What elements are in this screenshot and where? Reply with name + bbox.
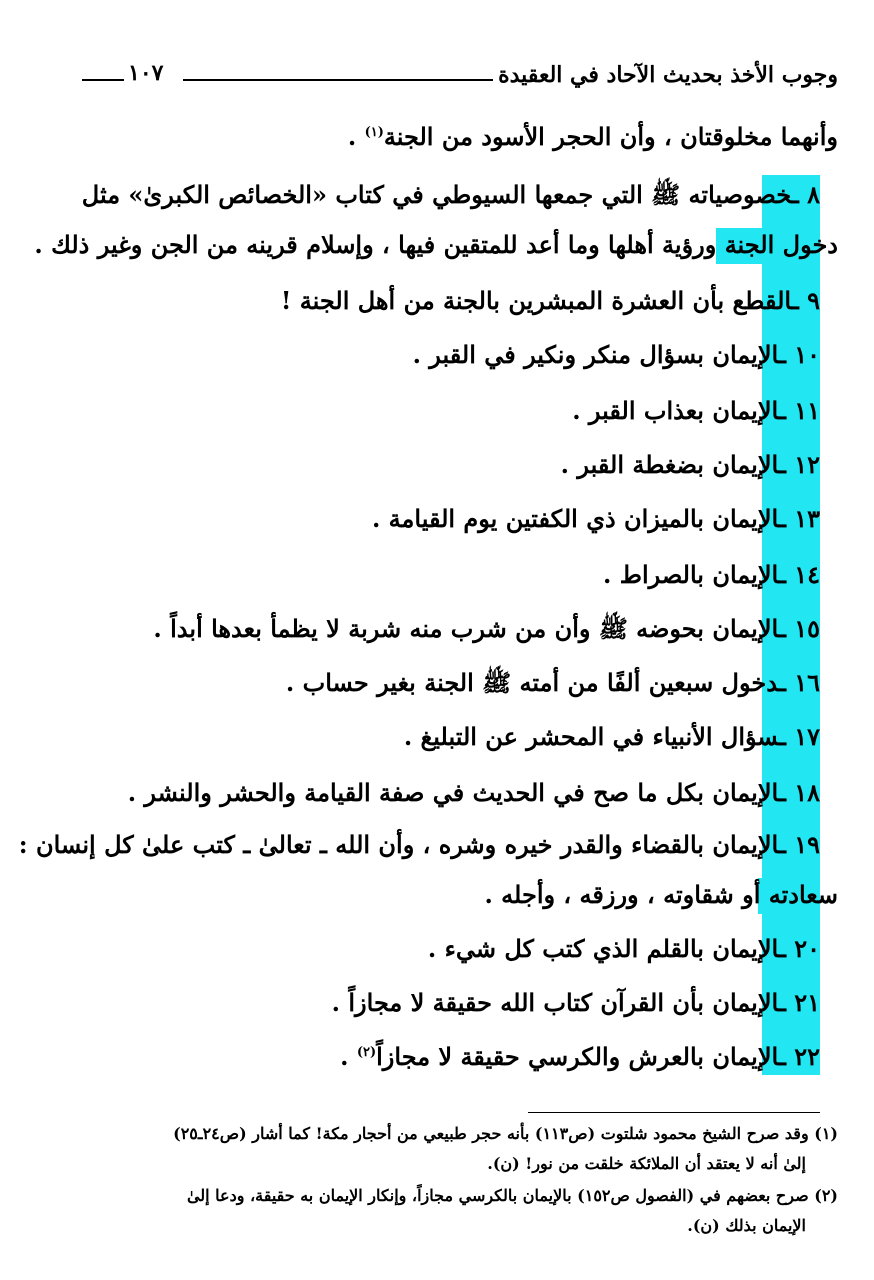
- header-rule-short: [82, 79, 124, 81]
- item-number: ١٦ ـ: [778, 668, 820, 697]
- item-number: ١٠ ـ: [778, 340, 820, 369]
- item-text: الإيمان بالقضاء والقدر خيره وشره ، وأن الله ـ تعالىٰ ـ كتب علىٰ كل إنسان :: [18, 830, 779, 859]
- list-item-8: [82, 180, 820, 215]
- item-text: الإيمان بكل ما صح في الحديث في صفة القيامة والحشر والنشر .: [127, 778, 779, 807]
- footnote-text: صرح بعضهم في (الفصول ص١٥٢) بالإيمان بالكرسي مجازاً، وإنكار الإيمان به حقيقة، ودعا إلىٰ: [186, 1186, 809, 1205]
- item-text: الإيمان بأن القرآن كتاب الله حقيقة لا مجازاً .: [331, 988, 779, 1017]
- list-item-12: [561, 450, 820, 479]
- item-number: ٢١ ـ: [778, 988, 820, 1017]
- intro-line: [348, 122, 838, 151]
- item-number: ٢٢ ـ: [778, 1042, 820, 1071]
- footnote-1-continuation: إلىٰ أنه لا يعتقد أن الملائكة خلقت من نور! (ن).: [487, 1154, 806, 1173]
- item-number: ١٣ ـ: [778, 504, 820, 533]
- item-number: ٨ ـ: [791, 180, 820, 209]
- item-number: ١٩ ـ: [778, 830, 820, 859]
- item-number: ٩ ـ: [791, 286, 820, 315]
- footnote-text: وقد صرح الشيخ محمود شلتوت (ص١١٣) بأنه حجر طبيعي من أحجار مكة! كما أشار (ص٢٤ـ٢٥): [173, 1124, 809, 1143]
- item-text: الإيمان بالميزان ذي الكفتين يوم القيامة .: [371, 504, 779, 533]
- footnote-2-continuation: الإيمان بذلك (ن).: [687, 1216, 806, 1235]
- list-item-22: [340, 1042, 820, 1071]
- item-text: القطع بأن العشرة المبشرين بالجنة من أهل الجنة !: [280, 286, 792, 315]
- item-end: .: [340, 1042, 357, 1071]
- running-header-title: وجوب الأخذ بحديث الآحاد في العقيدة: [498, 62, 838, 88]
- list-item-9: [281, 286, 820, 315]
- list-item-21: [332, 988, 820, 1017]
- footnote-label: (٢): [814, 1186, 838, 1205]
- footnote-ref-1: (١): [364, 125, 384, 140]
- list-item-14: [603, 560, 820, 589]
- item-number: ٢٠ ـ: [778, 934, 820, 963]
- header-rule-long: [183, 79, 493, 81]
- list-item-11: [572, 396, 820, 425]
- item-text: سؤال الأنبياء في المحشر عن التبليغ .: [403, 722, 779, 751]
- list-item-10: [413, 340, 820, 369]
- list-item-13: [372, 504, 820, 533]
- item-number: ١٨ ـ: [778, 778, 820, 807]
- list-item-19-continuation: سعادته أو شقاوته ، ورزقه ، وأجله .: [484, 880, 838, 909]
- intro-end: .: [347, 122, 365, 151]
- list-item-20: [428, 934, 820, 963]
- list-item-15: [153, 614, 820, 649]
- item-text: دخول سبعين ألفًا من أمته ﷺ الجنة بغير حساب .: [285, 668, 779, 697]
- item-text: الإيمان بسؤال منكر ونكير في القبر .: [412, 340, 779, 369]
- list-item-8-continuation: دخول الجنة ورؤية أهلها وما أعد للمتقين فيها ، وإسلام قرينه من الجن وغير ذلك .: [34, 230, 838, 259]
- item-text: الإيمان بالعرش والكرسي حقيقة لا مجازاً: [376, 1042, 779, 1071]
- list-item-18: [128, 778, 820, 807]
- item-text: خصوصياته ﷺ التي جمعها السيوطي في كتاب «الخصائص الكبرىٰ» مثل: [81, 180, 792, 209]
- item-number: ١٢ ـ: [778, 450, 820, 479]
- footnote-2: [187, 1186, 838, 1205]
- list-item-19: [19, 830, 820, 859]
- item-number: ١١ ـ: [778, 396, 820, 425]
- footnote-label: (١): [814, 1124, 838, 1143]
- list-item-17: [404, 722, 820, 751]
- intro-text: وأنهما مخلوقتان ، وأن الحجر الأسود من الجنة: [383, 122, 838, 151]
- page-number: ١٠٧: [128, 60, 164, 86]
- item-text: الإيمان بعذاب القبر .: [572, 396, 779, 425]
- item-number: ١٧ ـ: [778, 722, 820, 751]
- item-number: ١٥ ـ: [778, 614, 820, 643]
- item-text: الإيمان بضغطة القبر .: [560, 450, 779, 479]
- footnote-1: [173, 1124, 838, 1143]
- item-text: الإيمان بحوضه ﷺ وأن من شرب منه شربة لا يظمأ بعدها أبداً .: [153, 614, 779, 643]
- list-item-16: [286, 668, 820, 703]
- item-text: الإيمان بالقلم الذي كتب كل شيء .: [427, 934, 779, 963]
- item-number: ١٤ ـ: [778, 560, 820, 589]
- footnote-ref-2: (٢): [356, 1045, 377, 1060]
- footnote-separator: [528, 1112, 820, 1113]
- item-text: الإيمان بالصراط .: [603, 560, 779, 589]
